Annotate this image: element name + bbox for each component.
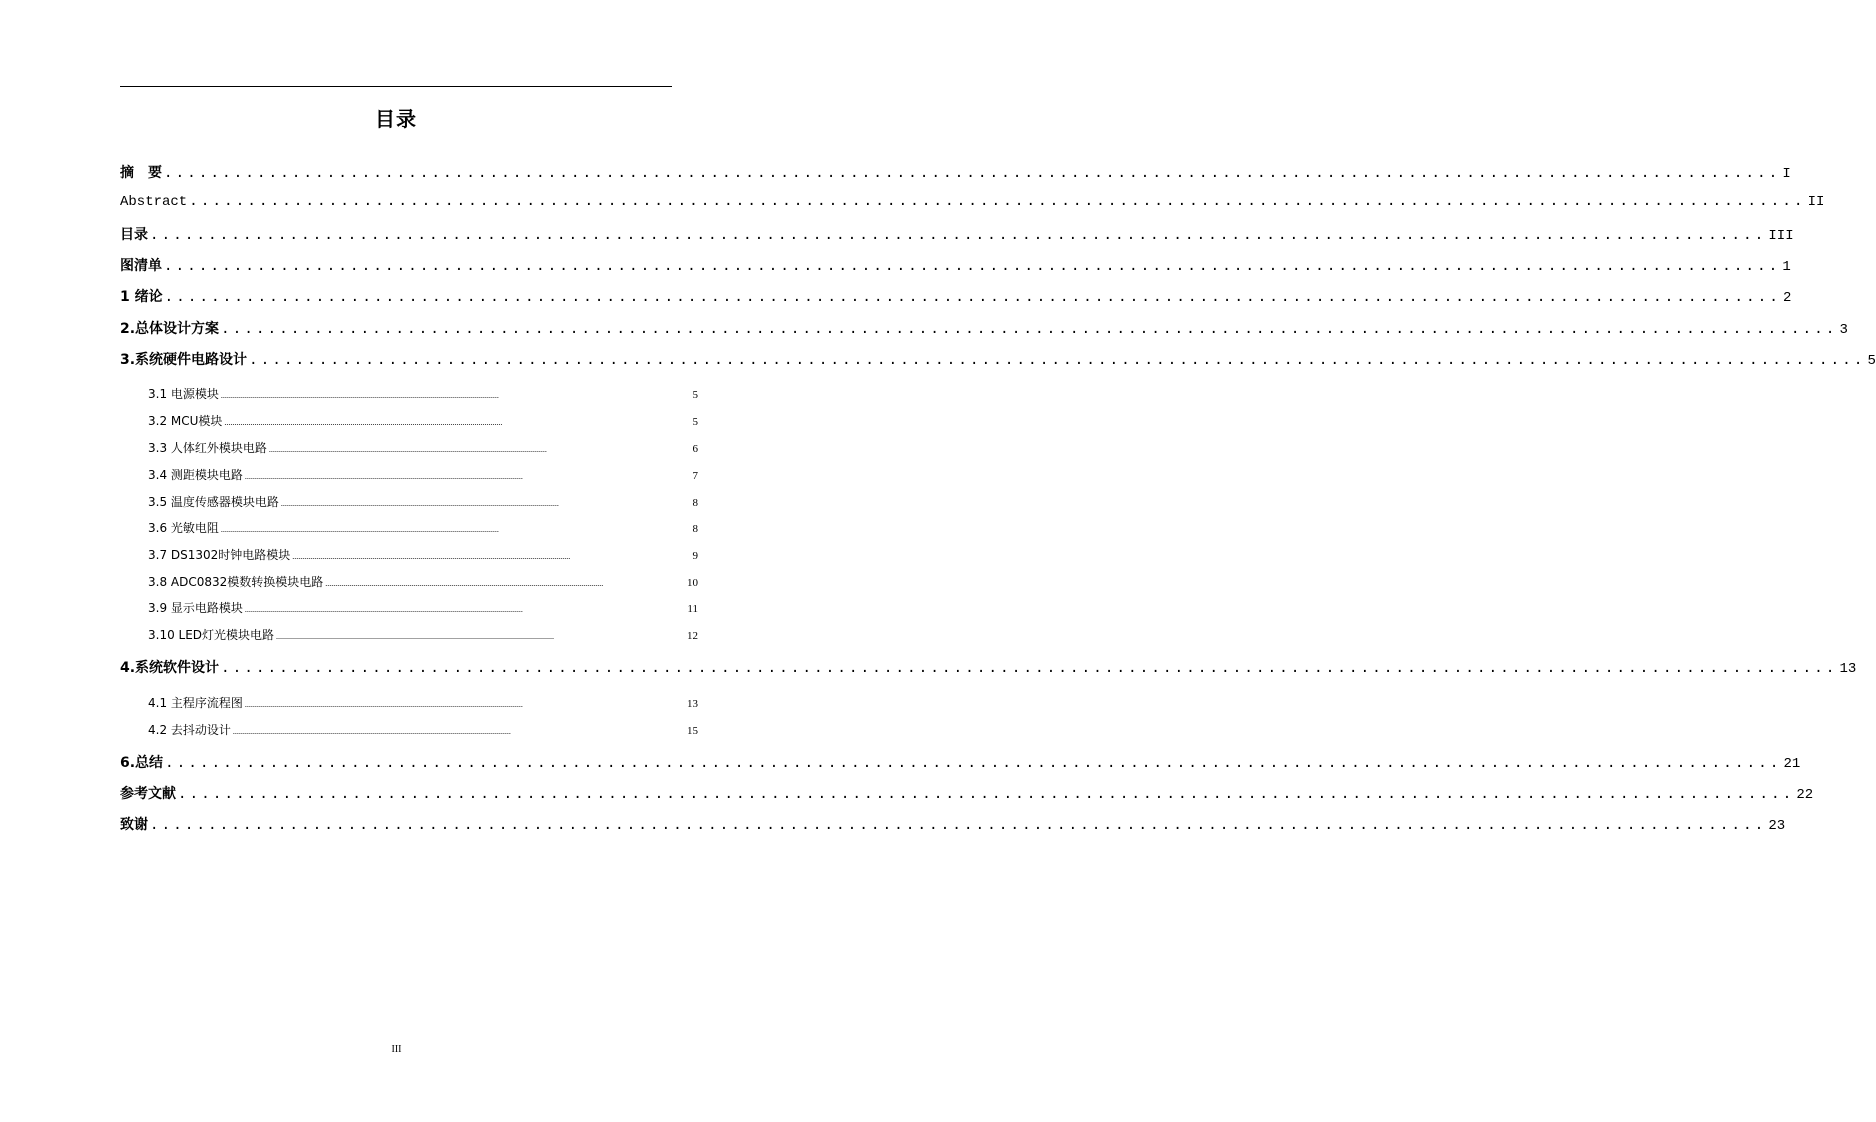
- toc-leader-dots: ...........................................................................................................................................: [249, 352, 1866, 368]
- toc-entry-introduction[interactable]: [120, 286, 1792, 306]
- toc-leader-dots: ...........................................................................................................................................: [325, 579, 604, 588]
- toc-leader-dots: ...........................................................................................................................................: [232, 727, 511, 736]
- toc-subentry-led-module[interactable]: [148, 626, 698, 643]
- toc-entry-page: II: [1807, 194, 1825, 210]
- toc-entry-page: 9: [692, 550, 698, 562]
- toc-entry-page: 8: [692, 523, 698, 535]
- toc-leader-dots: ...........................................................................................................................................: [165, 755, 1782, 771]
- toc-leader-dots: ...........................................................................................................................................: [224, 418, 503, 427]
- toc-entry-label: 3.5 温度传感器模块电路: [148, 495, 279, 509]
- toc-entry-label: Abstract: [120, 194, 188, 210]
- toc-entry-label: 6.总结: [120, 755, 164, 771]
- toc-entry-figure-list[interactable]: [120, 255, 1791, 275]
- toc-entry-label: 摘 要: [120, 165, 162, 181]
- toc-entry-abstract-en[interactable]: [120, 193, 1825, 210]
- toc-entry-label: 2.总体设计方案: [120, 321, 220, 337]
- toc-entry-label: 4.1 主程序流程图: [148, 696, 243, 710]
- toc-subentry-temperature-module[interactable]: [148, 493, 698, 510]
- toc-entry-page: 2: [1783, 290, 1792, 306]
- toc-entry-page: 11: [687, 603, 698, 615]
- toc-leader-dots: ...........................................................................................................................................: [268, 445, 547, 454]
- toc-entry-page: 23: [1768, 818, 1786, 834]
- toc-entry-hardware-design[interactable]: [120, 349, 1876, 369]
- toc-entry-label: 4.2 去抖动设计: [148, 723, 231, 737]
- toc-entry-label: 3.3 人体红外模块电路: [148, 441, 267, 455]
- toc-subentry-mcu-module[interactable]: [148, 412, 698, 429]
- toc-entry-label: 3.4 测距模块电路: [148, 468, 243, 482]
- toc-entry-label: 3.9 显示电路模块: [148, 601, 243, 615]
- toc-subentry-power-module[interactable]: [148, 385, 698, 402]
- toc-leader-dots: ...........................................................................................................................................: [189, 193, 1806, 209]
- toc-entry-abstract-cn[interactable]: [120, 162, 1791, 182]
- toc-subentry-clock-module[interactable]: [148, 546, 698, 563]
- toc-leader-dots: ...........................................................................................................................................: [221, 321, 1838, 337]
- toc-entry-label: 参考文献: [120, 786, 176, 802]
- toc-subentry-main-flowchart[interactable]: [148, 694, 698, 711]
- toc-entry-page: 21: [1783, 756, 1801, 772]
- toc-entry-label: 3.7 DS1302时钟电路模块: [148, 548, 291, 562]
- toc-leader-dots: ...........................................................................................................................................: [164, 165, 1781, 181]
- toc-entry-label: 3.8 ADC0832模数转换模块电路: [148, 575, 324, 589]
- toc-entry-page: III: [1768, 228, 1794, 244]
- toc-entry-page: 13: [687, 698, 698, 710]
- toc-entry-page: 8: [692, 497, 698, 509]
- toc-leader-dots: ...........................................................................................................................................: [244, 472, 523, 481]
- toc-entry-overall-design[interactable]: [120, 318, 1848, 338]
- toc-leader-dots: ...........................................................................................................................................: [220, 391, 499, 400]
- page-title: 目录: [375, 107, 417, 131]
- toc-entry-page: 13: [1839, 661, 1857, 677]
- toc-entry-label: 3.2 MCU模块: [148, 414, 223, 428]
- toc-leader-dots: ...........................................................................................................................................: [244, 700, 523, 709]
- toc-entry-page: I: [1782, 166, 1791, 182]
- toc-leader-dots: ...........................................................................................................................................: [164, 258, 1781, 274]
- toc-leader-dots: ...........................................................................................................................................: [221, 660, 1838, 676]
- toc-subentry-debounce[interactable]: [148, 721, 698, 738]
- toc-leader-dots: ...........................................................................................................................................: [280, 499, 559, 508]
- toc-entry-label: 1 绪论: [120, 289, 163, 305]
- toc-entry-page: 12: [687, 630, 698, 642]
- toc-entry-page: 15: [687, 725, 698, 737]
- toc-entry-page: 5: [692, 389, 698, 401]
- toc-entry-label: 图清单: [120, 258, 162, 274]
- toc-entry-page: 6: [692, 443, 698, 455]
- toc-entry-label: 3.10 LED灯光模块电路: [148, 628, 275, 642]
- toc-leader-dots: ...........................................................................................................................................: [150, 227, 1767, 243]
- toc-entry-page: 22: [1796, 787, 1814, 803]
- toc-leader-dots: ...........................................................................................................................................: [220, 525, 499, 534]
- toc-entry-page: 7: [692, 470, 698, 482]
- toc-entry-label: 目录: [120, 227, 148, 243]
- toc-entry-page: 1: [1782, 259, 1791, 275]
- toc-entry-page: 10: [687, 577, 698, 589]
- footer-page-number: III: [391, 1044, 402, 1055]
- toc-leader-dots: ...........................................................................................................................................: [150, 817, 1767, 833]
- toc-entry-label: 3.6 光敏电阻: [148, 521, 219, 535]
- toc-entry-label: 3.1 电源模块: [148, 387, 219, 401]
- toc-leader-dots: ...........................................................................................................................................: [178, 786, 1795, 802]
- header-rule: [120, 86, 672, 87]
- toc-subentry-adc-module[interactable]: [148, 573, 698, 590]
- toc-entry-label: 3.系统硬件电路设计: [120, 352, 248, 368]
- toc-entry-acknowledgements[interactable]: [120, 814, 1786, 834]
- toc-leader-dots: ...........................................................................................................................................: [276, 632, 555, 641]
- toc-leader-dots: ...........................................................................................................................................: [164, 289, 1782, 305]
- toc-entry-contents[interactable]: [120, 224, 1794, 244]
- toc-entry-page: 3: [1839, 322, 1848, 338]
- toc-entry-references[interactable]: [120, 783, 1814, 803]
- toc-entry-summary[interactable]: [120, 752, 1801, 772]
- toc-leader-dots: ...........................................................................................................................................: [292, 552, 571, 561]
- toc-entry-page: 5: [692, 416, 698, 428]
- toc-leader-dots: ...........................................................................................................................................: [244, 605, 523, 614]
- toc-entry-page: 5: [1867, 353, 1876, 369]
- toc-entry-software-design[interactable]: [120, 657, 1857, 677]
- toc-subentry-infrared-module[interactable]: [148, 439, 698, 456]
- toc-entry-label: 致谢: [120, 817, 148, 833]
- toc-subentry-photoresistor[interactable]: [148, 519, 698, 536]
- toc-subentry-display-module[interactable]: [148, 599, 698, 616]
- toc-entry-label: 4.系统软件设计: [120, 660, 220, 676]
- toc-subentry-ranging-module[interactable]: [148, 466, 698, 483]
